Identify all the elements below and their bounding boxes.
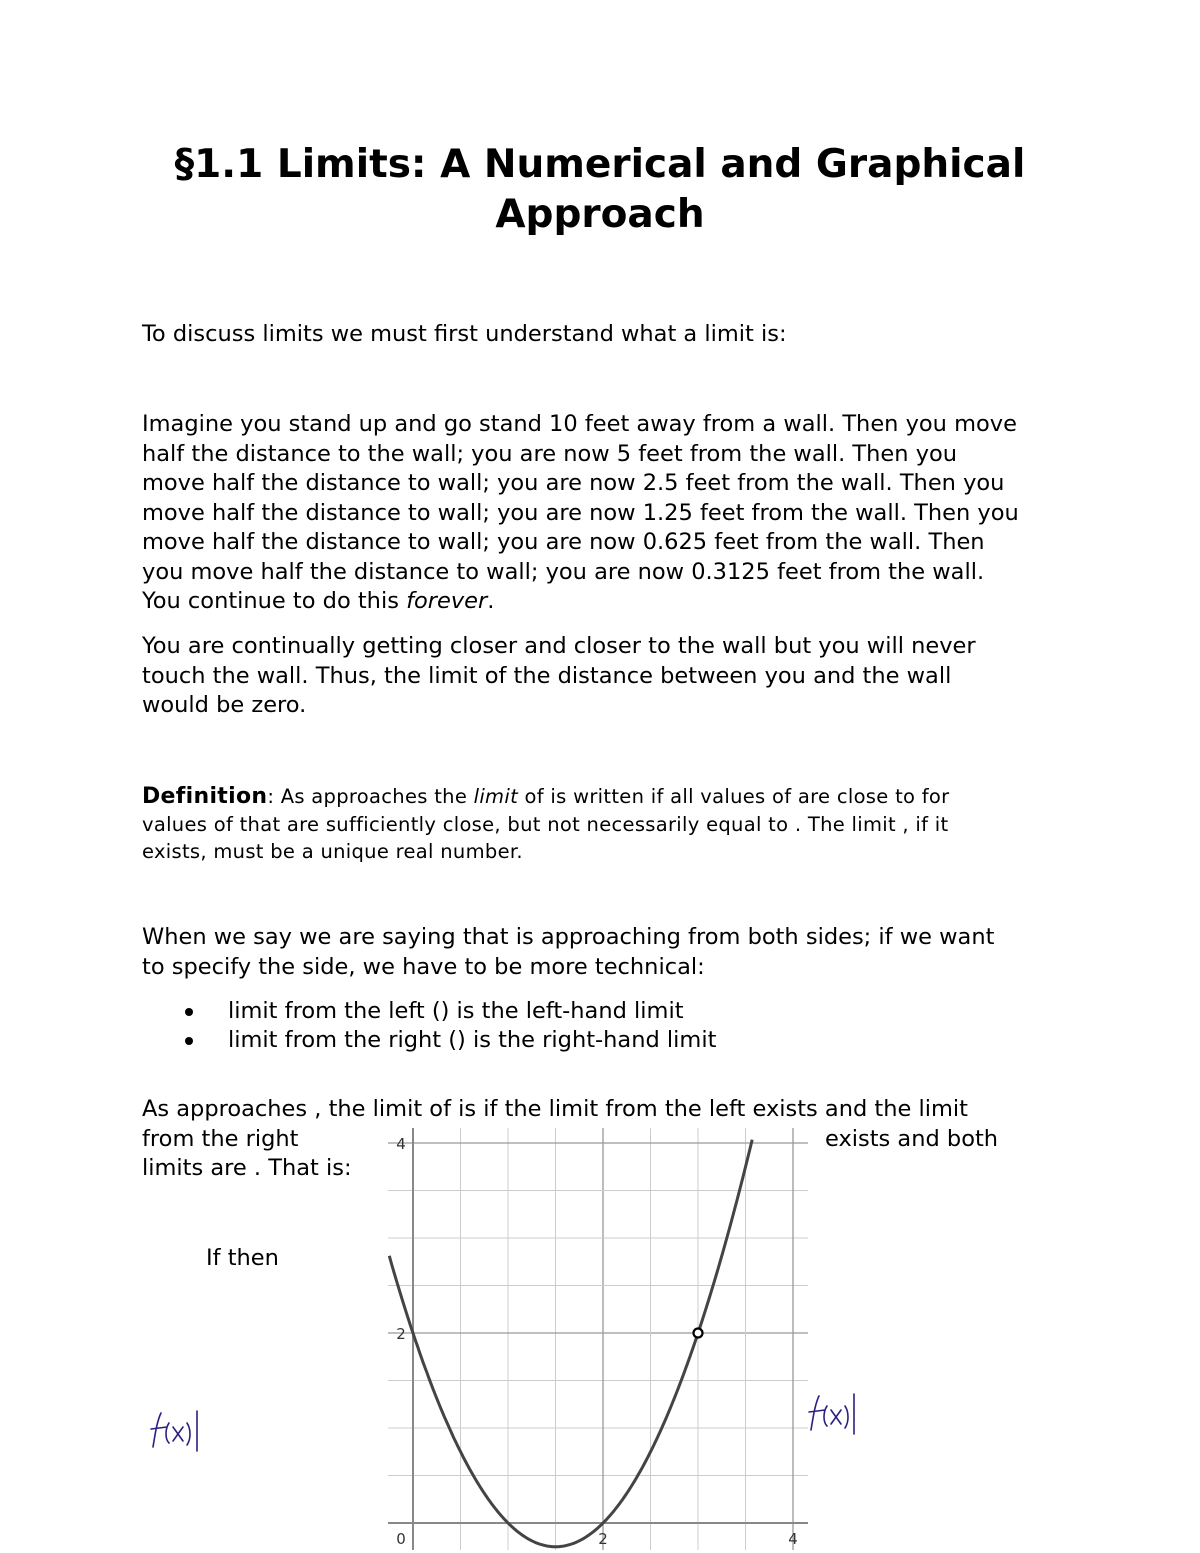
graph-grid	[380, 1128, 808, 1553]
page-title-line-1: §1.1 Limits: A Numerical and Graphical	[174, 142, 1026, 187]
x-tick-label: 0	[396, 1530, 406, 1548]
paragraph-line: move half the distance to wall; you are now 1.25 feet from the wall. Then you	[142, 500, 1019, 526]
paragraph-line-last	[142, 587, 494, 617]
definition-line-1	[142, 783, 949, 810]
definition-line-3: exists, must be a unique real number.	[142, 840, 523, 863]
bullet-dot-icon	[185, 1037, 193, 1045]
as-approaches-line-2-left: from the right	[142, 1126, 299, 1152]
as-approaches-line-2-right: exists and both	[825, 1126, 999, 1152]
definition-label: Definition	[142, 784, 268, 809]
if-then-text: If then	[206, 1245, 279, 1271]
handwritten-fx-left	[147, 1405, 213, 1453]
paragraph-suffix: .	[487, 588, 495, 614]
definition-emph-limit: limit	[473, 785, 519, 808]
definition-text: : As approaches the	[267, 785, 474, 808]
paragraph-line: move half the distance to wall; you are now 2.5 feet from the wall. Then you	[142, 470, 1005, 496]
paragraph-line: half the distance to the wall; you are now 5 feet from the wall. Then you	[142, 441, 958, 467]
function-graph	[380, 1120, 820, 1553]
paragraph-line: move half the distance to wall; you are now 0.625 feet from the wall. Then	[142, 529, 985, 555]
paragraph-prefix: You continue to do this	[142, 588, 407, 614]
intro-text: To discuss limits we must first understand what a limit is:	[142, 321, 787, 347]
x-tick-label: 2	[598, 1530, 608, 1548]
when-we-say-line-2: to specify the side, we have to be more technical:	[142, 954, 705, 980]
as-approaches-line-3: limits are . That is:	[142, 1155, 352, 1181]
when-we-say-line-1: When we say we are saying that is approaching from both sides; if we want	[142, 924, 995, 950]
paragraph-line: You are continually getting closer and closer to the wall but you will never	[142, 633, 976, 659]
as-approaches-line-1: As approaches , the limit of is if the limit from the left exists and the limit	[142, 1096, 968, 1122]
y-tick-label: 4	[396, 1135, 406, 1153]
list-item: limit from the left () is the left-hand limit	[228, 998, 684, 1024]
paragraph-line: would be zero.	[142, 692, 307, 718]
x-tick-label: 4	[788, 1530, 798, 1548]
paragraph-line: Imagine you stand up and go stand 10 feet away from a wall. Then you move	[142, 411, 1017, 437]
emphasis-forever: forever	[406, 588, 488, 614]
paragraph-line: touch the wall. Thus, the limit of the distance between you and the wall	[142, 663, 952, 689]
page-title-line-2: Approach	[495, 192, 705, 237]
paragraph-line: you move half the distance to wall; you are now 0.3125 feet from the wall.	[142, 559, 985, 585]
bullet-dot-icon	[185, 1008, 193, 1016]
definition-line-2: values of that are sufficiently close, but not necessarily equal to . The limit , if it	[142, 813, 949, 836]
y-tick-label: 2	[396, 1325, 406, 1343]
definition-text: of is written if all values of are close to for	[518, 785, 950, 808]
handwritten-fx-right	[805, 1390, 871, 1438]
graph-open-point	[694, 1329, 703, 1338]
list-item: limit from the right () is the right-hand limit	[228, 1027, 717, 1053]
